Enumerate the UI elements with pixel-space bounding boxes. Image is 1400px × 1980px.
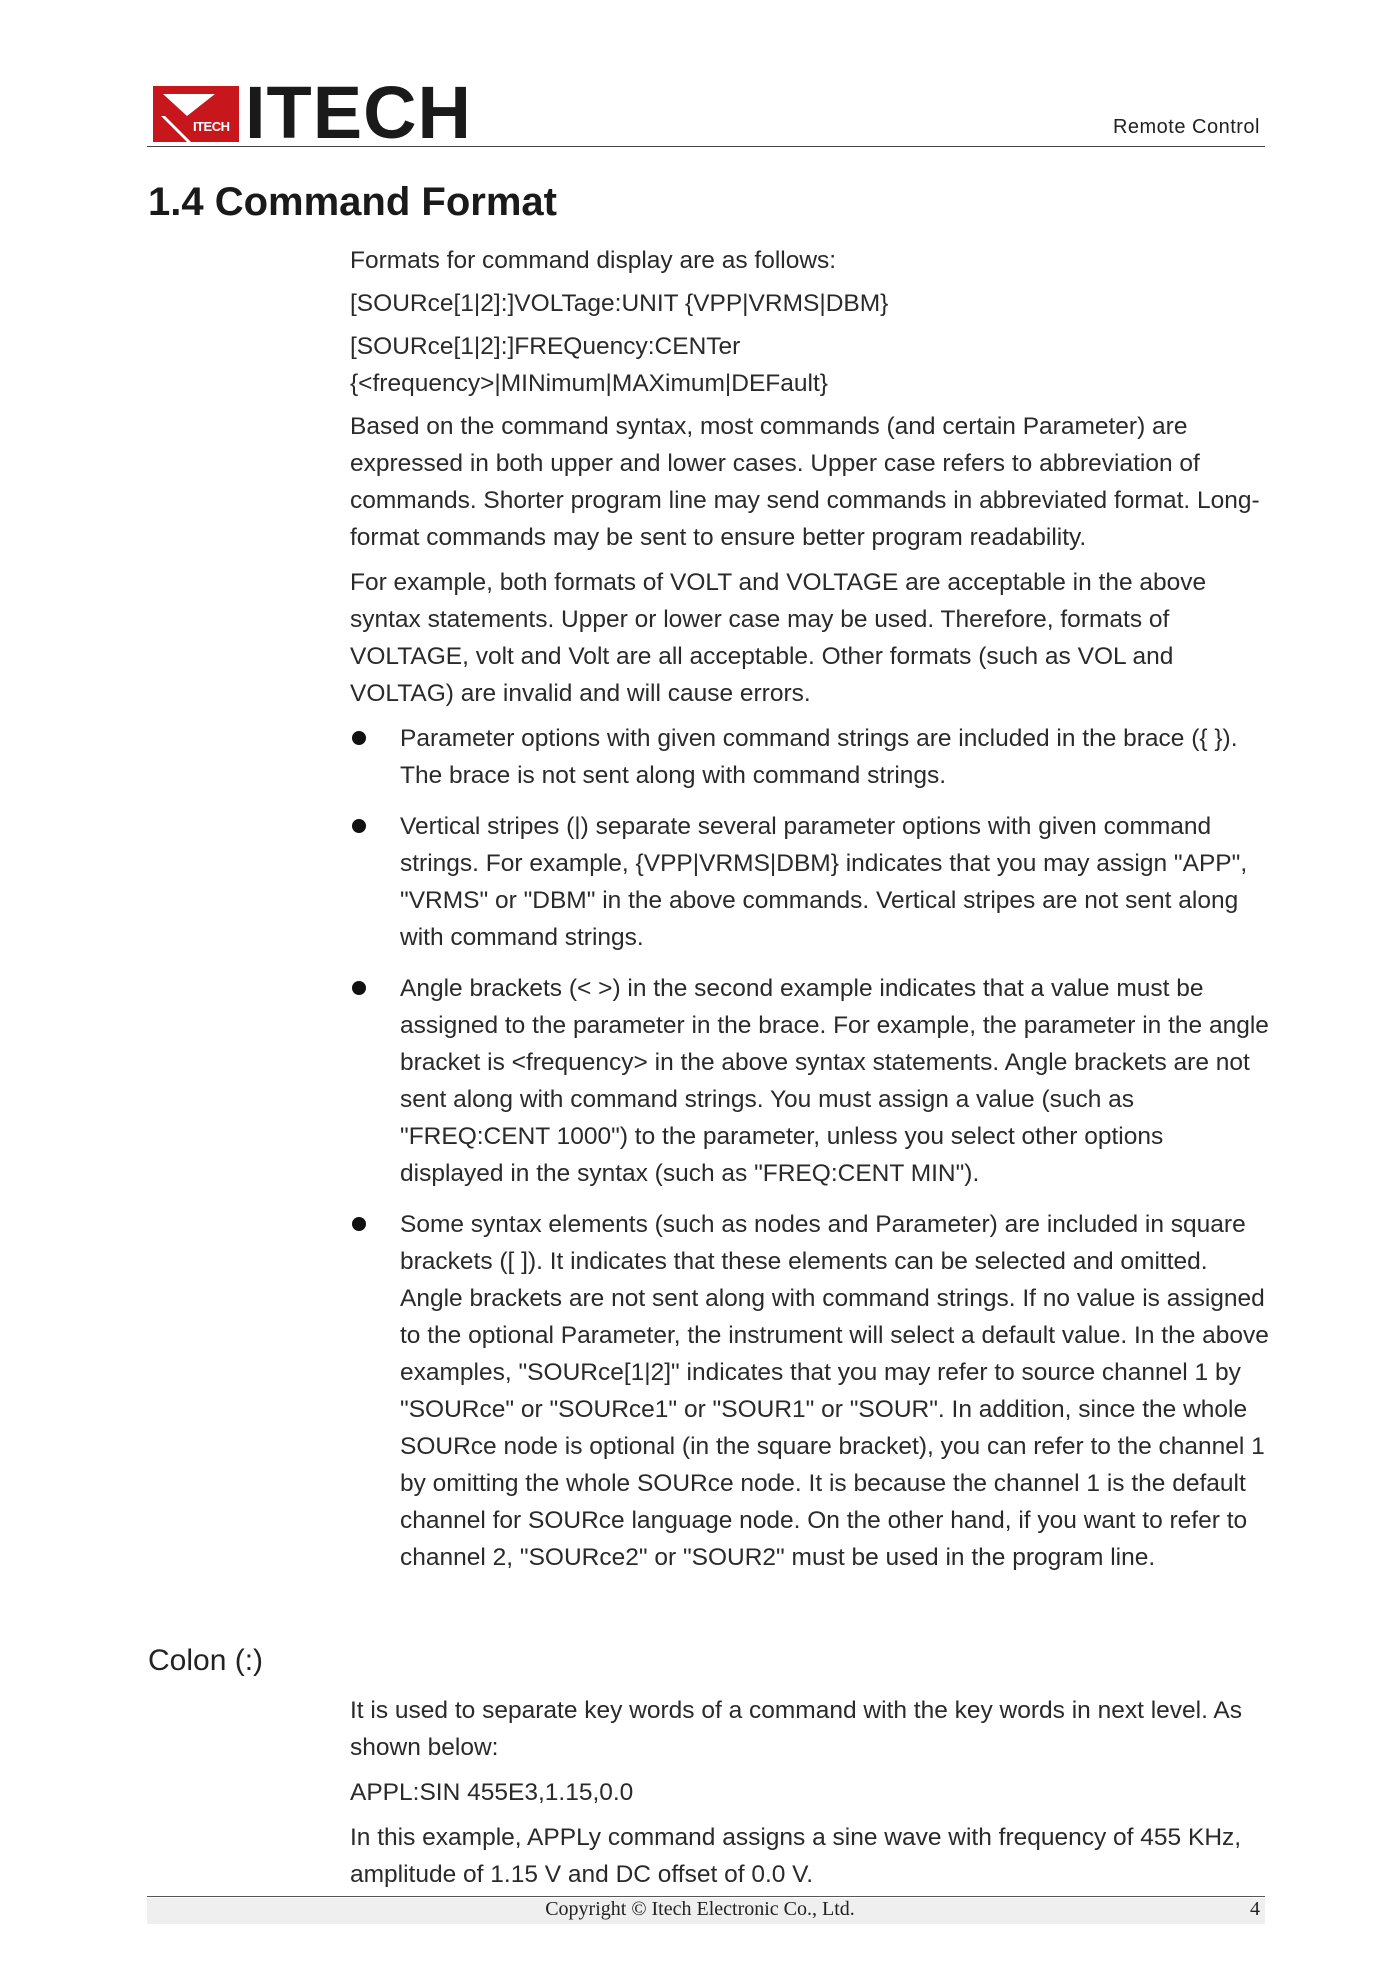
syntax-example-1: [SOURce[1|2]:]VOLTage:UNIT {VPP|VRMS|DBM} bbox=[350, 290, 889, 317]
colon-example: APPL:SIN 455E3,1.15,0.0 bbox=[350, 1779, 634, 1806]
bullet-text: Angle brackets (< >) in the second example indicates that a value must be assigned to the parameter in the brace. For example, the parameter in the angle bracket is <frequency> in the above syntax statements. Angle brackets are not sent along with command strings. You must assign a value (such as "FREQ:CENT 1000") to the parameter, unless you select other options displayed in the syntax (such as "FREQ:CENT MIN"). bbox=[400, 975, 1269, 1187]
page-title: 1.4 Command Format bbox=[148, 180, 557, 224]
case-paragraph: Based on the command syntax, most commands (and certain Parameter) are expressed in both upper and lower cases. Upper case refers to abbreviation of commands. Shorter program line may send commands in abbreviated format. Long-format commands may be sent to ensure better program readability. bbox=[350, 413, 1260, 551]
page-number: 4 bbox=[1250, 1898, 1260, 1920]
list-item bbox=[350, 1206, 1270, 1576]
bullet-icon bbox=[352, 731, 366, 745]
main-content bbox=[350, 242, 1270, 1590]
syntax-example-2-line-2: {<frequency>|MINimum|MAXimum|DEFault} bbox=[350, 370, 828, 397]
logo-wordmark: ITECH bbox=[245, 71, 472, 154]
colon-paragraph: It is used to separate key words of a command with the key words in next level. As shown below: bbox=[350, 1697, 1242, 1761]
logo-mark-text: ITECH bbox=[193, 119, 230, 134]
bullet-icon bbox=[352, 981, 366, 995]
bullet-text: Some syntax elements (such as nodes and Parameter) are included in square brackets ([ ]). It indicates that these elements can be selected and omitted. Angle brackets are not sent along with command strings. If no value is assigned to the optional Parameter, the instrument will select a default value. In the above examples, "SOURce[1|2]" indicates that you may refer to source channel 1 by "SOURce" or "SOURce1" or "SOUR1" or "SOUR". In addition, since the whole SOURce node is optional (in the square bracket), you can refer to the channel 1 by omitting the whole SOURce node. It is because the channel 1 is the default channel for SOURce language node. On the other hand, if you want to refer to channel 2, "SOURce2" or "SOUR2" must be used in the program line. bbox=[400, 1211, 1269, 1571]
header-section-title: Remote Control bbox=[1112, 116, 1260, 138]
list-item bbox=[350, 808, 1270, 956]
itech-logo bbox=[153, 71, 472, 154]
footer-copyright: Copyright © Itech Electronic Co., Ltd. bbox=[545, 1898, 855, 1920]
syntax-example-2 bbox=[350, 328, 1270, 402]
colon-section-heading: Colon (:) bbox=[148, 1644, 264, 1677]
bullet-text: Vertical stripes (|) separate several parameter options with given command strings. For example, {VPP|VRMS|DBM} indicates that you may assign "APP", "VRMS" or "DBM" in the above commands. Vertical stripes are not sent along with command strings. bbox=[400, 813, 1248, 951]
colon-paragraph-2: In this example, APPLy command assigns a sine wave with frequency of 455 KHz, amplitude of 1.15 V and DC offset of 0.0 V. bbox=[350, 1824, 1242, 1888]
bullet-text: Parameter options with given command strings are included in the brace ({ }). The brace is not sent along with command strings. bbox=[400, 725, 1238, 789]
intro-paragraph: Formats for command display are as follows: bbox=[350, 247, 837, 274]
footer-divider bbox=[147, 1896, 1265, 1897]
syntax-example-2-line-1: [SOURce[1|2]:]FREQuency:CENTer bbox=[350, 333, 741, 360]
colon-section-content bbox=[350, 1692, 1270, 1901]
header-divider bbox=[147, 146, 1265, 147]
list-item bbox=[350, 970, 1270, 1192]
bullet-icon bbox=[352, 1217, 366, 1231]
bullet-icon bbox=[352, 819, 366, 833]
list-item bbox=[350, 720, 1270, 794]
bullet-list bbox=[350, 720, 1270, 1576]
example-paragraph: For example, both formats of VOLT and VOLTAGE are acceptable in the above syntax statements. Upper or lower case may be used. Therefore, formats of VOLTAGE, volt and Volt are all acceptable. Other formats (such as VOL and VOLTAG) are invalid and will cause errors. bbox=[350, 569, 1207, 707]
